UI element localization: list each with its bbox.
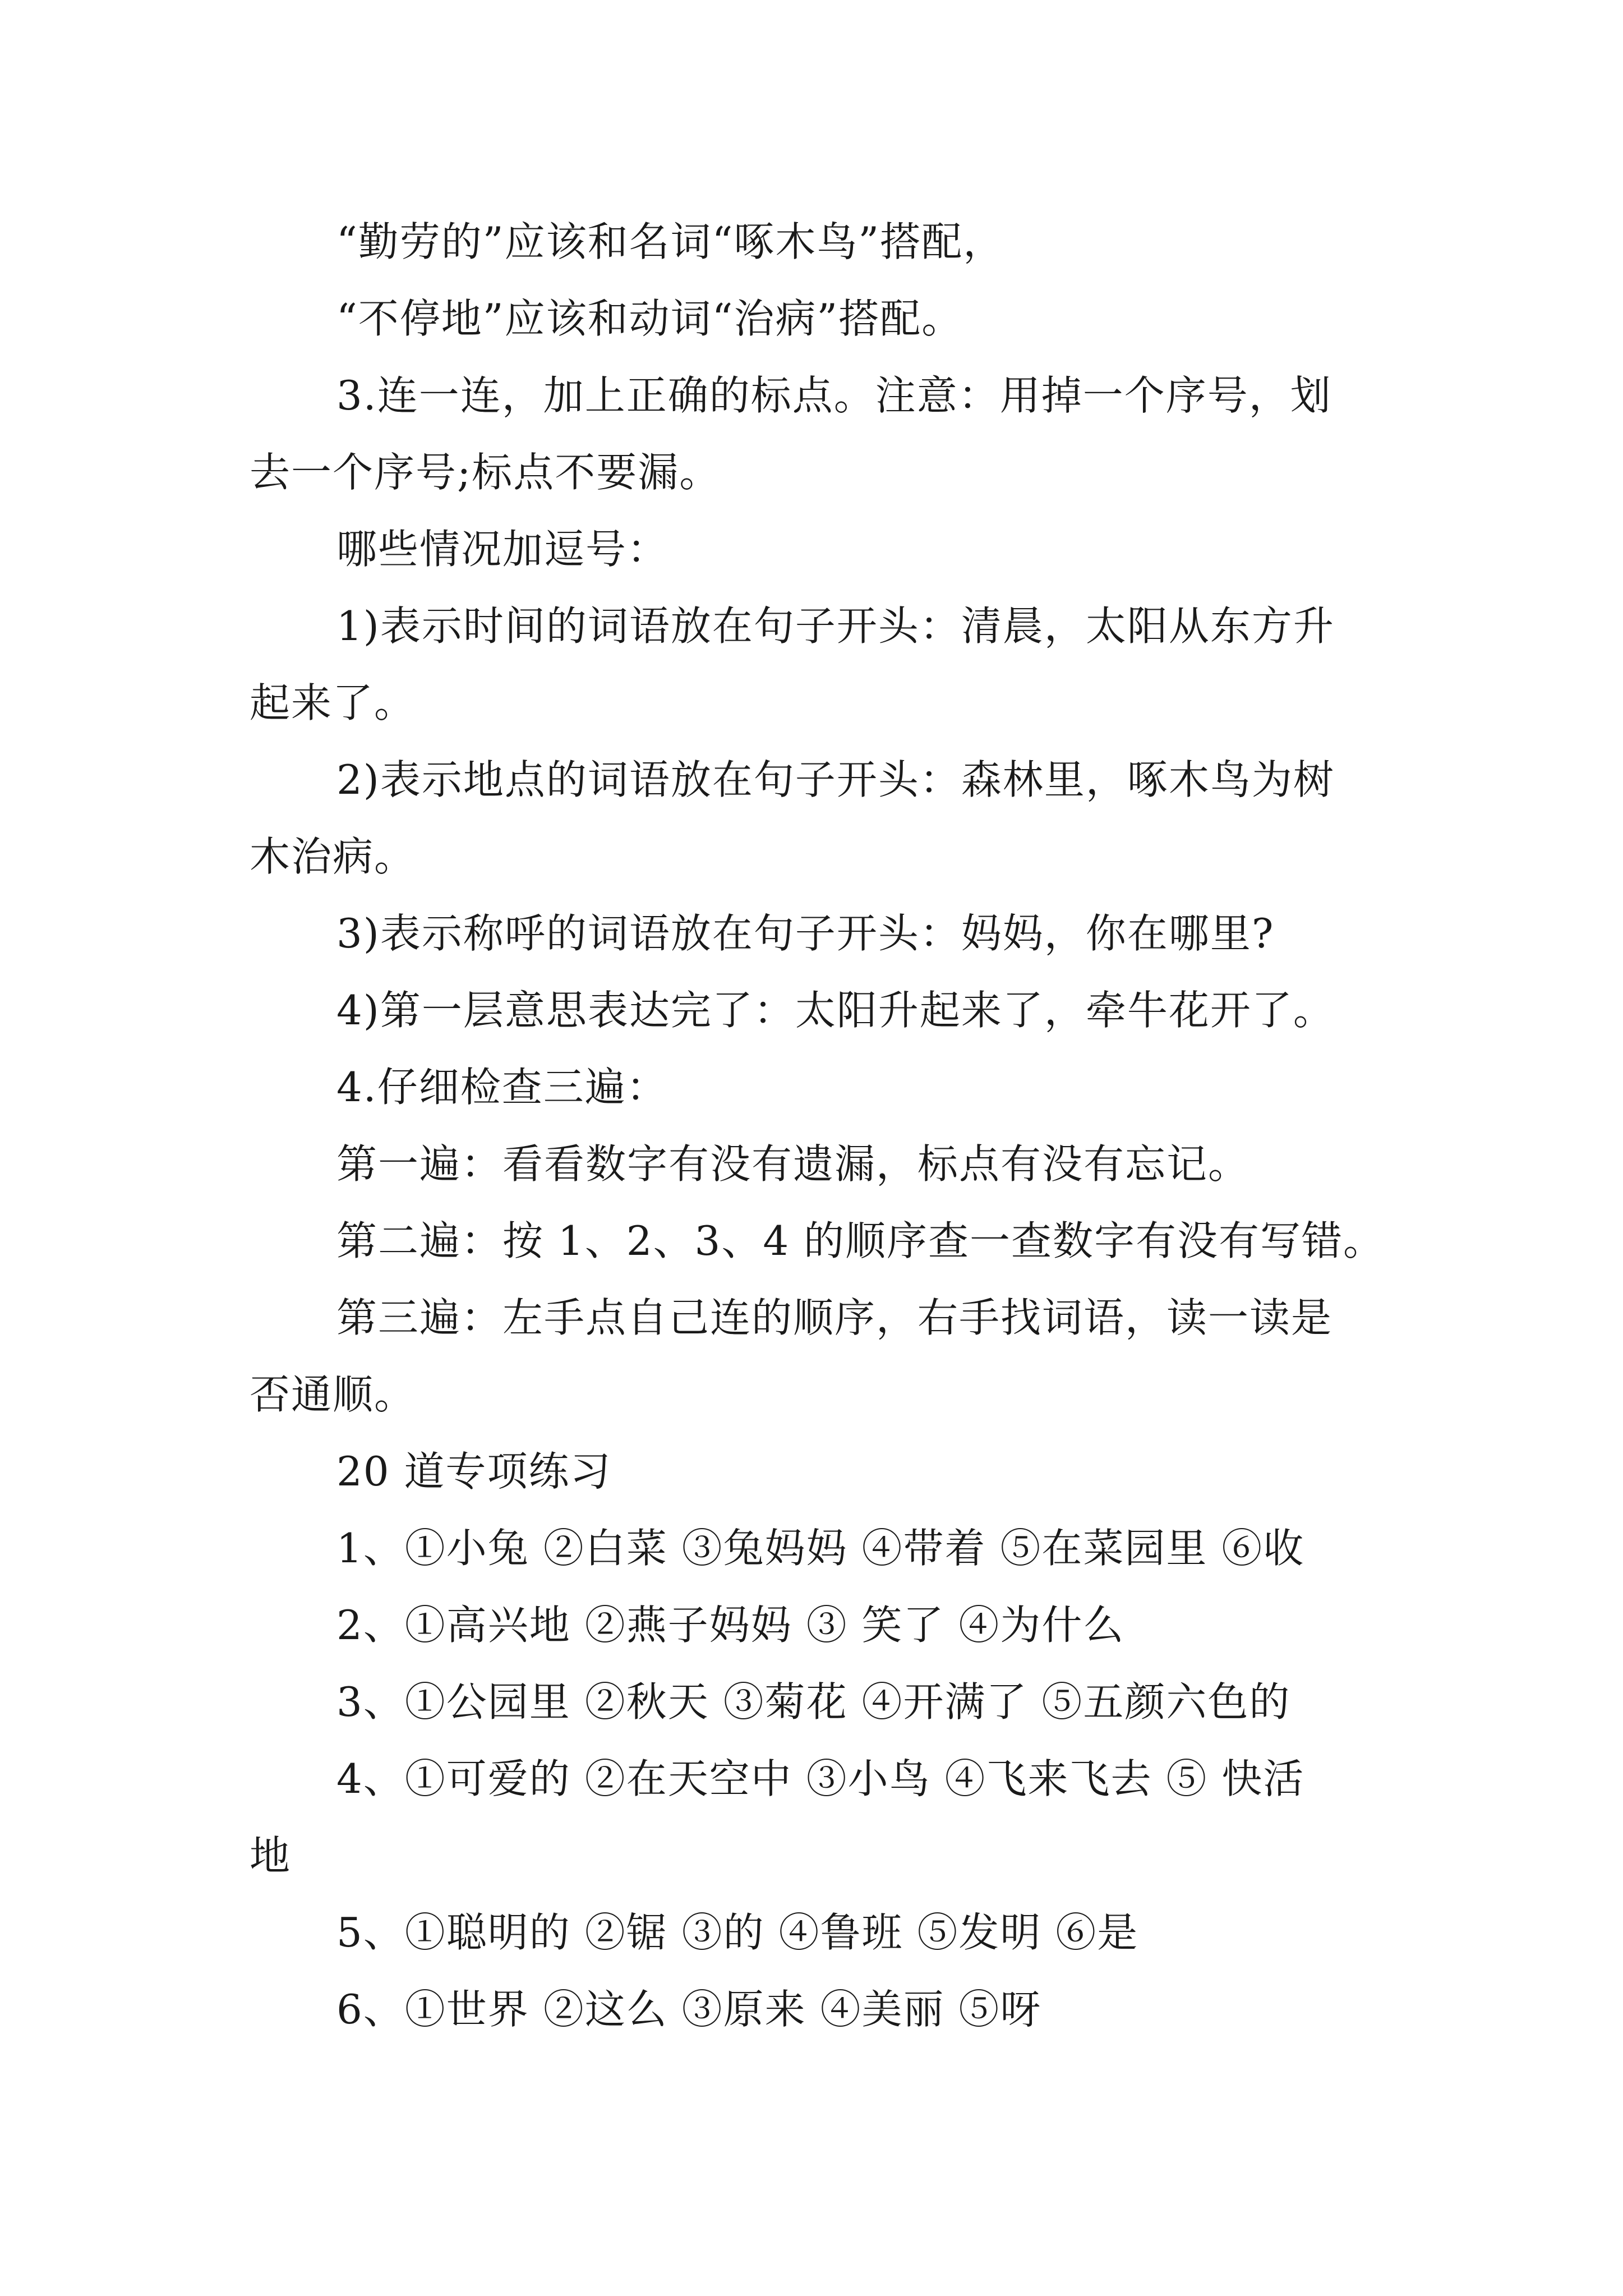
text-line: 第二遍：按 1、2、3、4 的顺序查一查数字有没有写错。: [336, 1217, 1385, 1264]
text-line: 3、①公园里 ②秋天 ③菊花 ④开满了 ⑤五颜六色的: [336, 1678, 1291, 1726]
text-line: 20 道专项练习: [336, 1448, 612, 1495]
text-line: 2、①高兴地 ②燕子妈妈 ③ 笑了 ④为什么: [336, 1602, 1125, 1649]
text-line: 木治病。: [250, 833, 416, 880]
text-line: 第三遍：左手点自己连的顺序，右手找词语，读一读是: [336, 1294, 1333, 1341]
text-line: 5、①聪明的 ②锯 ③的 ④鲁班 ⑤发明 ⑥是: [336, 1909, 1139, 1956]
text-line: “勤劳的”应该和名词“啄木鸟”搭配，: [336, 218, 1005, 265]
text-line: 4)第一层意思表达完了：太阳升起来了，牵牛花开了。: [336, 987, 1335, 1034]
text-line: 3)表示称呼的词语放在句子开头：妈妈，你在哪里?: [336, 910, 1275, 957]
text-line: “不停地”应该和动词“治病”搭配。: [336, 295, 963, 342]
text-line: 2)表示地点的词语放在句子开头：森林里，啄木鸟为树: [336, 756, 1335, 803]
text-line: 6、①世界 ②这么 ③原来 ④美丽 ⑤呀: [336, 1986, 1042, 2033]
text-line: 地: [250, 1832, 292, 1879]
text-line: 去一个序号;标点不要漏。: [250, 449, 721, 496]
text-line: 起来了。: [250, 679, 416, 726]
text-line: 1)表示时间的词语放在句子开头：清晨，太阳从东方升: [336, 602, 1335, 650]
text-line: 第一遍：看看数字有没有遗漏，标点有没有忘记。: [336, 1140, 1250, 1188]
text-line: 3.连一连，加上正确的标点。注意：用掉一个序号，划: [336, 372, 1332, 419]
text-line: 4、①可爱的 ②在天空中 ③小鸟 ④飞来飞去 ⑤ 快活: [336, 1755, 1305, 1802]
text-line: 否通顺。: [250, 1371, 416, 1418]
text-line: 1、①小兔 ②白菜 ③兔妈妈 ④带着 ⑤在菜园里 ⑥收: [336, 1525, 1305, 1572]
text-line: 哪些情况加逗号：: [336, 526, 669, 573]
text-line: 4.仔细检查三遍：: [336, 1064, 668, 1111]
